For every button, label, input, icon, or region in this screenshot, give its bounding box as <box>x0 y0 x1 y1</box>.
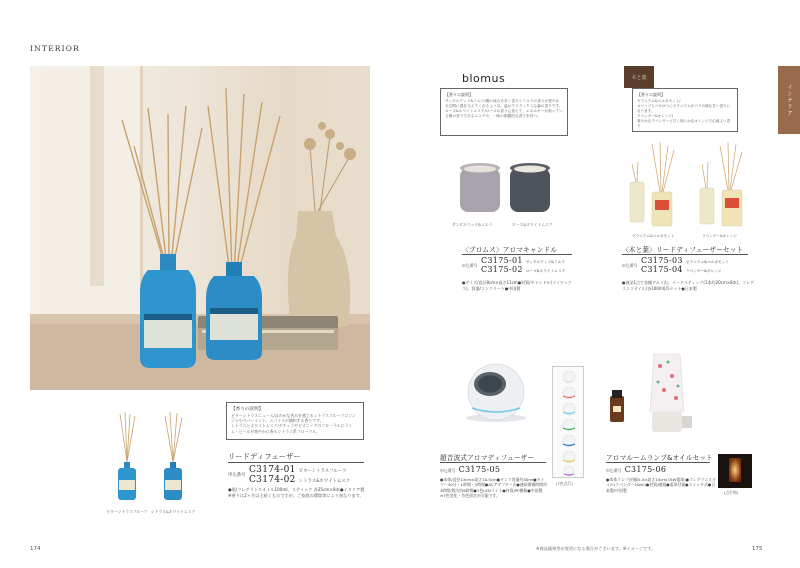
kitoha-diffusers-graphic <box>624 142 748 234</box>
scent-note-title: 【香りの説明】 <box>637 92 665 97</box>
ultrasonic-description: ●本体/直径13cm×高さ10.5cm●タンク容量約50ml●タイマー30分・1時間・3時間●ACアダプター式●連続噴霧時間約3時間/間欠約6時間●7色LEDライト●材質/PP樹脂●中国製 ※7色変化・各色固定が可能です。 <box>440 477 548 499</box>
variant-name: ビターシトラスフルーツ <box>298 469 347 474</box>
page-number-left: 174 <box>30 546 41 552</box>
product-thumb-2 <box>158 412 188 508</box>
hero-scene-graphic <box>30 66 370 390</box>
aroma-lamp-photo <box>596 352 746 448</box>
lamp-lit-photo <box>718 454 752 488</box>
kitoha-caption-1: ゼラニウム&ベルガモット <box>632 234 675 238</box>
reed-diffuser-thumb-graphic <box>112 412 142 508</box>
thumb-caption-2: シトラス&ホワイトムスク <box>150 509 196 514</box>
product-description: ●瓶/フレグランスオイル100ml、ステイック 各25cm×8本●イタリア製 ※香りは2ヶ月以上続くものですが、ご家庭の環境等により異なります。 <box>228 487 365 498</box>
kitoha-photo <box>624 142 748 234</box>
section-header: INTERIOR <box>30 44 81 53</box>
ultrasonic-order-code <box>440 465 500 474</box>
code-row <box>481 256 565 265</box>
order-number-label: 申込番号 <box>622 263 638 268</box>
scent-note-body: ゼラニウム&ベルガモット/ オリーブヒバやゆうにゼラニウムがバラの様な甘い香りになります。 ラベンダー&オレンジ/ 爽やかなラベンダーと甘く朗らかなオレンジで心地よい香り <box>637 99 731 128</box>
order-number-label: 申込番号 <box>606 468 622 473</box>
scent-note-title: 【香りの説明】 <box>231 407 264 412</box>
footer-note: ※商品価格等が変更になる場合がございます。※イメージです。 <box>536 546 656 551</box>
kitoha-caption-2: ラベンダー&オレンジ <box>702 234 737 238</box>
led-color-strip <box>552 366 584 478</box>
variant-name: サンダルウッド&ミルラ <box>525 260 566 264</box>
product-code: C3175-03 <box>641 256 683 265</box>
variant-name: ローズ&ホワイトムスク <box>525 269 566 273</box>
brand-logo-blomus: blomus <box>462 72 506 85</box>
lamp-description: ●本体ランプ/約幅5.4×高さ15cm(15W電球)●フレグランスオイル(ラベンダー10ml)●材質/磁器●電球付属●スイッチ式●日本製/中国製 <box>606 477 716 493</box>
blomus-scent-note <box>440 88 568 136</box>
scent-note-body: サンダルウッド&ミルラ/樹の深みを求く香りとミルラの香りが密やかな空間に感を与えてくれるような。温かでリラックスな森の香りです。 ローズ&ホワイトムスク/ローズの香りに加えて、エネルギーが宿っている樹の香りであるムスクや、一味の刺激的な香りを持つ。 <box>445 99 563 118</box>
product-code: C3174-01 <box>249 465 296 475</box>
page-number-right: 175 <box>752 546 763 552</box>
ultrasonic-diffuser-photo <box>456 358 536 424</box>
kitoha-title: 〈木と葉〉リードディフューザーセット <box>622 246 744 254</box>
title-rule <box>622 254 748 255</box>
hero-photo <box>30 66 370 390</box>
scent-note-body: ビターシトラスニュース/ほのかな苦みを感じるシトラスフルーツにジンジャやペパーミント、スパイスが調和する香りです。 シトラスとホワイトムスク/ダチュラやピオニーグのフローラルにライム・ピールが爽やかに香るシトラス系フローラル。 <box>231 413 356 434</box>
variant-name: ラベンダー&オレンジ <box>685 269 722 273</box>
led-color-variants-graphic <box>553 367 585 479</box>
product-code: C3174-02 <box>249 475 296 485</box>
side-tab-label: インテリア <box>786 83 792 117</box>
product-code: C3175-06 <box>624 465 667 474</box>
brand-logo-text: 木と葉 <box>631 74 647 81</box>
brand-logo-kitoha <box>624 66 654 88</box>
lamp-glow-graphic <box>718 454 752 488</box>
code-row <box>641 265 729 274</box>
product-code: C3175-04 <box>641 265 683 274</box>
ultrasonic-diffuser-graphic <box>456 358 536 424</box>
lamp-caption: (点灯時) <box>724 490 739 495</box>
product-title: リードディフューザー <box>228 452 301 461</box>
lamp-title: アロマルームランプ&オイルセット <box>606 454 713 462</box>
variant-name: ゼラニウム&ベルガモット <box>685 260 730 264</box>
kitoha-description: ●商品1点で各種アルミ缶、リードスティック(1本約20cm×8本)、フレグランスオイル(各100ml)/1セット●日本製 <box>622 280 754 291</box>
blomus-description: ●サイズ/直径8cm×高さ11cm●材質/キャンドル(ソイワックス)、容器/コンクリート●中国製 <box>462 280 572 291</box>
product-code: C3175-05 <box>458 465 501 474</box>
order-number-label: 申込番号 <box>440 468 456 473</box>
title-rule <box>440 462 546 463</box>
ultrasonic-title: 超音波式アロマディフューザー <box>440 454 535 462</box>
aroma-lamp-graphic <box>596 352 746 448</box>
code-row <box>481 265 565 274</box>
kitoha-order-codes <box>622 256 762 274</box>
reed-diffuser-thumb-graphic <box>158 412 188 508</box>
blomus-title: 〈ブロムス〉アロマキャンドル <box>462 246 558 254</box>
ultrasonic-caption: (7色点灯) <box>556 481 573 486</box>
order-number-label: 申込番号 <box>462 263 478 268</box>
blomus-order-codes <box>462 256 582 274</box>
candle-caption-1: サンダルウッド&ミルラ <box>452 222 493 227</box>
title-rule <box>462 254 572 255</box>
title-rule <box>228 462 364 463</box>
thumb-caption-1: ビターシトラスフルーツ <box>106 509 148 514</box>
product-code: C3175-02 <box>481 265 523 274</box>
product-code: C3175-01 <box>481 256 523 265</box>
title-rule <box>606 462 710 463</box>
kitoha-scent-note <box>632 88 738 132</box>
code-row <box>641 256 729 265</box>
code-row <box>249 465 350 475</box>
code-row <box>249 475 350 485</box>
order-number-label: 申込番号 <box>228 473 246 478</box>
side-tab[interactable] <box>778 66 800 134</box>
candle-caption-2: ローズ&ホワイトムスク <box>512 222 553 227</box>
variant-name: シトラス&ホワイトムスク <box>298 479 351 484</box>
product-thumb-1 <box>112 412 142 508</box>
lamp-order-code <box>606 465 666 474</box>
order-codes <box>228 465 368 485</box>
scent-note-box <box>226 402 364 440</box>
scent-note-title: 【香りの説明】 <box>445 92 473 97</box>
